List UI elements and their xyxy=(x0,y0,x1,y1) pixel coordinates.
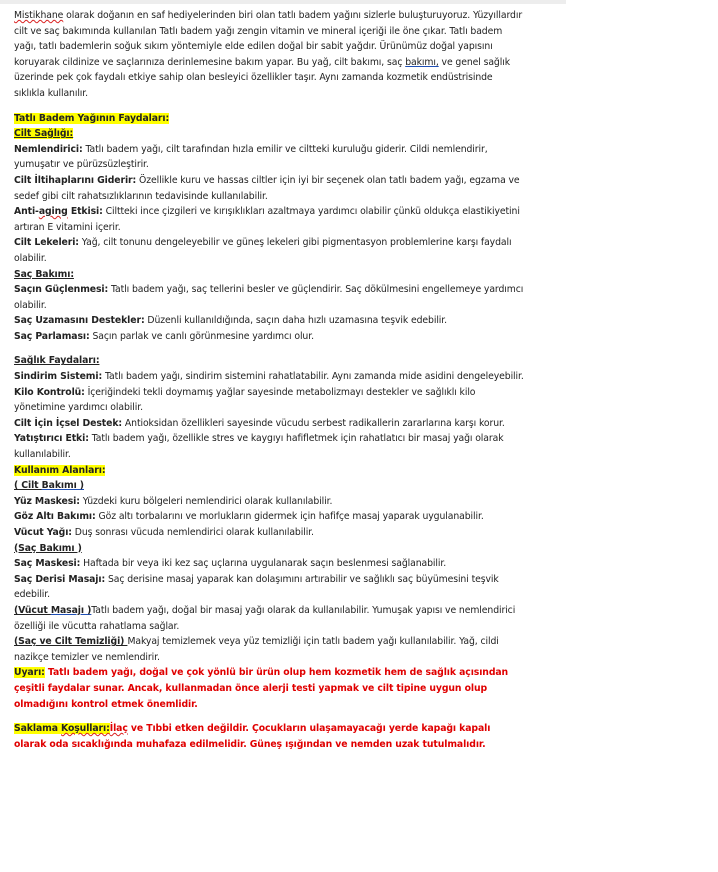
hair-care-heading: Saç Bakımı: xyxy=(14,268,74,280)
skin-health-heading: Cilt Sağlığı: xyxy=(14,128,74,140)
document-body xyxy=(14,8,524,752)
brand-name: Mistikhane xyxy=(14,10,64,21)
intro-paragraph xyxy=(14,8,524,102)
intro-text-end: ve genel sağlık üzerinde pek çok faydalı etkiye sahip olan besleyici özellikler taşır. Aynı zamanda kozmetik endüstrisinde sıklıkla kullanılır. xyxy=(14,56,510,99)
usage-face-mask: Yüz Maskesi: Yüzdeki kuru bölgeleri nemlendirici olarak kullanılabilir. xyxy=(14,495,333,507)
benefit-hair-strength: Saçın Güçlenmesi: Tatlı badem yağı, saç tellerini besler ve güçlendirir. Saç dökülmesini engellemeye yardımcı olabilir. xyxy=(14,284,524,311)
benefit-digestion: Sindirim Sistemi: Tatlı badem yağı, sindirim sistemini rahatlatabilir. Aynı zamanda mide asidini dengeleyebilir. xyxy=(14,371,524,383)
benefit-weight: Kilo Kontrolü: İçeriğindeki tekli doymamış yağlar sayesinde metabolizmayı destekler ve sağlıklı kilo yönetimine yardımcı olabilir. xyxy=(14,386,476,414)
benefit-hair-growth: Saç Uzamasını Destekler: Düzenli kullanıldığında, saçın daha hızlı uzamasına teşvik edebilir. xyxy=(14,315,448,327)
benefit-anti-aging: Anti-aging Etkisi: Ciltteki ince çizgileri ve kırışıklıkları azaltmaya yardımcı olabilir çünkü oldukça elastikiyetini artıran E vitamini içerir. xyxy=(14,206,520,233)
usage-hair-mask: Saç Maskesi: Haftada bir veya iki kez saç uçlarına uygulanarak saçın beslenmesi sağlanabilir. xyxy=(14,558,447,570)
storage-paragraph: Saklama Koşulları:İlaç ve Tıbbi etken değildir. Çocukların ulaşamayacağı yerde kapağı kapalı olarak oda sıcaklığında muhafaza edilmelidir. Güneş ışığından ve nemden uzak tutulmalıdır. xyxy=(14,723,491,750)
health-benefits-heading: Sağlık Faydaları: xyxy=(14,355,100,367)
top-scroll-edge xyxy=(0,0,566,4)
usage-under-eye: Göz Altı Bakımı: Göz altı torbalarını ve morlukların gidermek için hafifçe masaj yaparak uygulanabilir. xyxy=(14,511,484,523)
usage-body-oil: Vücut Yağı: Duş sonrası vücuda nemlendirici olarak kullanılabilir. xyxy=(14,527,314,538)
benefit-inflammation: Cilt İltihaplarını Giderir: Özellikle kuru ve hassas ciltler için iyi bir seçenek olan tatlı badem yağı, egzama ve sedef gibi cilt rahatsızlıklarının tedavisinde kullanılabilir. xyxy=(14,174,520,202)
benefit-inner-support: Cilt İçin İçsel Destek: Antioksidan özellikleri sayesinde vücudu serbest radikallerin zararlarına karşı korur. xyxy=(14,417,505,429)
usage-hair-heading: (Saç Bakımı ) xyxy=(14,542,82,554)
usage-cleansing: (Saç ve Cilt Temizliği) Makyaj temizlemek veya yüz temizliği için tatlı badem yağı kullanılabilir. Yağ, cildi nazikçe temizler ve nemlendirir. xyxy=(14,636,499,663)
benefit-moisturizer: Nemlendirici: Tatlı badem yağı, cilt tarafından hızla emilir ve ciltteki kuruluğu giderir. Cildi nemlendirir, yumuşatır ve pürüzsüzleştirir. xyxy=(14,143,488,171)
usage-body-massage: (Vücut Masajı )Tatlı badem yağı, doğal bir masaj yağı olarak da kullanılabilir. Yumuşak yapısı ve nemlendirici özelliği ile vücutta rahatlama sağlar. xyxy=(14,604,516,632)
usage-title: Kullanım Alanları: xyxy=(14,464,106,476)
benefit-hair-shine: Saç Parlaması: Saçın parlak ve canlı görünmesine yardımcı olur. xyxy=(14,330,314,342)
usage-scalp-massage: Saç Derisi Masajı: Saç derisine masaj yaparak kan dolaşımını artırabilir ve sağlıklı saç büyümesini teşvik edebilir. xyxy=(14,573,499,601)
benefits-title: Tatlı Badem Yağının Faydaları: xyxy=(14,112,170,124)
intro-underlined-word: bakımı, xyxy=(405,56,439,68)
benefit-soothing: Yatıştırıcı Etki: Tatlı badem yağı, özellikle stres ve kaygıyı hafifletmek için rahatlatıcı bir masaj yağı olarak kullanılabilir. xyxy=(14,433,504,461)
warning-paragraph: Uyarı: Tatlı badem yağı, doğal ve çok yönlü bir ürün olup hem kozmetik hem de sağlık açısından çeşitli faydalar sunar. Ancak, kullanmadan önce alerji testi yapmak ve cilt tipine uygun olup olmadığını kontrol etmek önemlidir. xyxy=(14,667,509,710)
benefit-spots: Cilt Lekeleri: Yağ, cilt tonunu dengeleyebilir ve güneş lekeleri gibi pigmentasyon problemlerine karşı faydalı olabilir. xyxy=(14,237,512,264)
usage-skin-heading: ( Cilt Bakımı ) xyxy=(14,480,84,492)
intro-text: olarak doğanın en saf hediyelerinden biri olan tatlı badem yağını sizlerle buluşturuyoruz. Yüzyıllardır cilt ve saç bakımında kullanılan Tatlı badem yağı zengin vitamin ve mineral içeriği ile öne çıkar. Tatlı badem yağı, tatlı bademlerin soğuk sıkım yöntemiyle elde edilen doğal bir sabit yağdır. Ürünümüz doğal yapısını koruyarak cildinize ve saçlarınıza derinlemesine bakım yapar. Bu yağ, cilt bakımı, saç xyxy=(14,10,523,68)
